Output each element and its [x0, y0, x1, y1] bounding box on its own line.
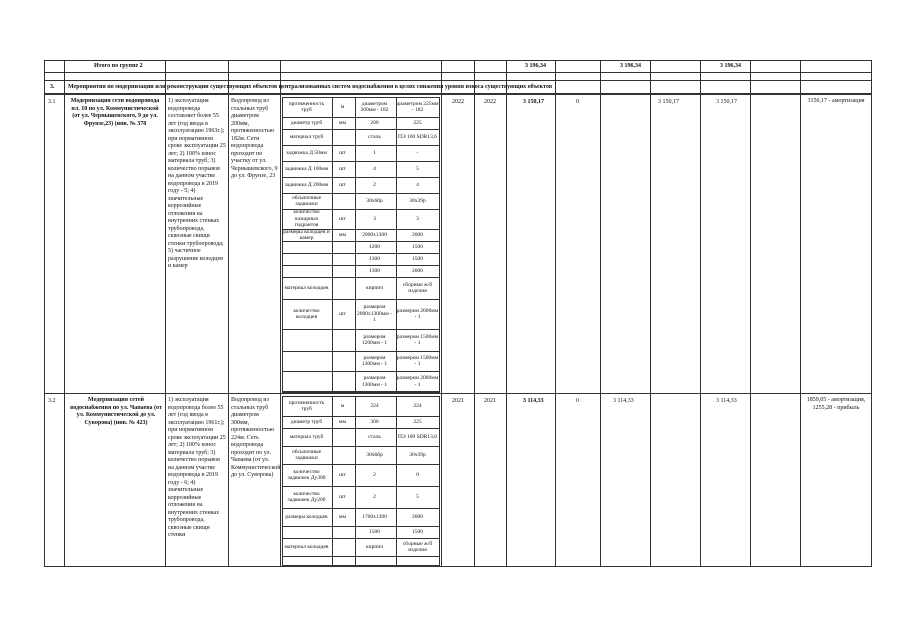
param-row-divider [282, 392, 440, 393]
param-unit [332, 538, 353, 556]
param-name: задвижка Д 100мм [284, 165, 329, 172]
param-name: количество колодцев [293, 307, 320, 320]
param-before: 2 [373, 493, 376, 500]
param-before: 30х6бр [366, 197, 383, 204]
param-after: диаметром 225мм - 182 [396, 100, 439, 113]
param-after: 1500 [412, 243, 423, 250]
param-before: сталь [368, 433, 381, 440]
param-before: 224 [370, 402, 379, 409]
param-before: 300 [370, 418, 379, 425]
param-name [283, 329, 330, 351]
param-unit [332, 277, 353, 299]
param-before: сталь [368, 133, 381, 140]
param-after: 1500 [412, 255, 423, 262]
funding-source: 3150,17 - амортизация [807, 98, 865, 104]
param-after: 2000 [412, 267, 423, 274]
param-before: диаметром 200мм - 182 [360, 100, 389, 113]
project-reason: 1) эксплуатация водопровода более 55 лет (год ввода в эксплуатацию 1961г.); при нормативном сроке эксплуатации 25 лет; 2) 100% износ материала труб; 3) количество порывов на данном участке водопровода в 2019 году - 6; 4) значительные коррозийные отложения на внутренних стенках трубопровода, сквозные свищи стенки [168, 397, 226, 538]
param-after: размером 1500мм - 1 [396, 354, 439, 367]
param-name: размеры колодцев [285, 513, 328, 520]
param-before: 2 [373, 181, 376, 188]
param-unit [332, 526, 353, 538]
row-number: 3.2 [48, 398, 56, 404]
row-divider [44, 60, 872, 61]
param-unit [332, 446, 353, 464]
param-after: 4 [416, 181, 419, 188]
param-before: кирпич [365, 543, 384, 550]
param-unit: мм [339, 418, 346, 425]
col-divider [750, 60, 751, 566]
param-before: 1300 [369, 267, 380, 274]
param-name [283, 253, 330, 265]
col-divider [506, 60, 507, 566]
param-after: 2000 [412, 513, 423, 520]
section-number: 3. [50, 84, 55, 90]
param-after: 3 [416, 215, 419, 222]
param-name: материал труб [289, 433, 324, 440]
param-before: 30ч6бр [366, 451, 383, 458]
param-name: материал колодцев [284, 284, 329, 291]
param-unit: шт [339, 310, 346, 317]
col-divider [165, 60, 166, 566]
param-after: сборные ж/б изделия [402, 281, 433, 294]
param-name: количество задвижек Ду300 [287, 468, 326, 481]
param-unit: шт [339, 215, 346, 222]
param-name [283, 351, 330, 371]
col-divider [441, 60, 442, 566]
year-start: 2022 [452, 99, 464, 105]
param-before: размером 1200мм - 1 [361, 333, 388, 346]
project-name: Модернизация сетей водоснабжения по ул. Чапаева (от ул. Коммунистической до ул. Суворова) (инв. № 423) [70, 397, 162, 426]
param-before: кирпич [365, 284, 384, 291]
param-before: 4 [373, 165, 376, 172]
param-name: материал колодцев [284, 543, 329, 550]
zero-value: 0 [576, 398, 579, 404]
group-total-value: 3 196,34 [525, 63, 546, 69]
col-divider [64, 60, 65, 566]
param-before: размером 1300мм - 1 [361, 354, 388, 367]
col-divider [800, 60, 801, 566]
project-name: Модернизация сети водопровода пл. 10 по ул. Коммунистической (от ул. Чернышевского, 9 до ул. Фрунзе,23) (инв. № 378 [70, 98, 160, 127]
param-after: 1500 [412, 528, 423, 535]
year-end: 2022 [484, 99, 496, 105]
param-unit [332, 253, 353, 265]
param-after: 225 [413, 119, 422, 126]
param-after: 30х39р [409, 197, 426, 204]
param-unit: шт [339, 181, 346, 188]
param-unit [332, 129, 353, 145]
group-total-value: 3 196,34 [720, 63, 741, 69]
param-unit: м [340, 402, 345, 409]
col-divider [555, 60, 556, 566]
param-unit [332, 329, 353, 351]
param-name: протяженность труб [288, 399, 325, 412]
param-name [283, 241, 330, 253]
row-divider [44, 80, 872, 81]
param-after: 225 [413, 418, 422, 425]
param-unit [332, 193, 353, 209]
cost-value: 3 114,33 [523, 398, 544, 404]
row-divider [44, 72, 872, 73]
col-divider [228, 60, 229, 566]
row-divider [44, 393, 872, 394]
row-divider [44, 94, 872, 95]
param-name: задвижка Д 200мм [284, 181, 329, 188]
param-before: 3 [373, 215, 376, 222]
param-after: - [416, 149, 419, 156]
col-divider [474, 60, 475, 566]
param-after: ПЭ 100 SDR13,6 [398, 133, 437, 140]
param-unit [332, 428, 353, 446]
param-name: материал труб [289, 133, 324, 140]
param-after: размером 1500мм - 1 [396, 333, 439, 346]
param-unit [332, 241, 353, 253]
param-unit: шт [339, 493, 346, 500]
param-before: 1500 [369, 528, 380, 535]
param-after: размером 2000мм - 1 [396, 375, 439, 388]
table-border-left [44, 60, 45, 566]
col-divider [650, 60, 651, 566]
param-name [283, 265, 330, 277]
param-after: 30ч39р [409, 451, 426, 458]
cost-value: 3 114,33 [613, 398, 634, 404]
param-unit: шт [339, 165, 346, 172]
param-before: размером 2000х1300мм - 1 [357, 304, 392, 324]
param-unit: шт [339, 149, 346, 156]
param-before: размером 1300мм - 1 [361, 375, 388, 388]
cost-value: 3 150,17 [716, 99, 737, 105]
param-name: размеры колодцев и камер [283, 228, 330, 241]
param-unit: м [340, 103, 345, 110]
param-unit [332, 351, 353, 371]
section-title: Мероприятия по модернизации или реконструкции существующих объектов централизованных систем водоснабжения в целях снижения уровня износа существующих объектов [68, 84, 553, 90]
funding-source: 1859,05 - амортизация, 1255,28 - прибыль [806, 397, 866, 411]
param-after: 0 [416, 471, 419, 478]
param-name: обсыпочные задвижки [291, 448, 322, 461]
year-end: 2021 [484, 398, 496, 404]
param-name: количество пожарных гидрантов [293, 209, 320, 229]
param-name: диаметр труб [290, 418, 323, 425]
param-after: сборные ж/б изделия [402, 540, 433, 553]
project-location: Водопровод из стальных труб диаметром 200мм, протяженностью 182м. Сети водопровода проходит по участку от ул. Чернышевского, 9 до ул. Фрунзе, 23 [231, 98, 278, 179]
param-before: 2 [373, 471, 376, 478]
row-divider [44, 566, 872, 567]
param-name: задвижка Д 50мм [286, 149, 327, 156]
param-unit: мм [339, 119, 346, 126]
project-location: Водопровод из стальных труб диаметром 300мм, протяженностью 224м. Сеть водопровода проходит по ул. Чапаева (от ул. Коммунистической до ул. Суворова) [231, 397, 281, 478]
param-unit: шт [339, 471, 346, 478]
param-after: 5 [416, 165, 419, 172]
col-divider [280, 60, 281, 566]
param-after: размером 2000мм - 1 [396, 307, 439, 320]
param-name: протяженность труб [288, 100, 325, 113]
param-unit [332, 371, 353, 392]
param-name: обсыпочные задвижки [291, 194, 322, 207]
cost-value: 3 150,17 [658, 99, 679, 105]
cost-value: 3 150,17 [523, 99, 544, 105]
col-divider [600, 60, 601, 566]
zero-value: 0 [576, 99, 579, 105]
table-border-right [871, 60, 872, 566]
param-after: 224 [413, 402, 422, 409]
param-name: диаметр труб [290, 119, 323, 126]
param-before: 1700х1300 [362, 513, 387, 520]
param-unit [332, 265, 353, 277]
param-after: ПЭ 100 SDR13,6 [398, 433, 437, 440]
param-row-divider [282, 556, 440, 557]
col-divider [700, 60, 701, 566]
param-after: 2000 [412, 231, 423, 238]
param-name: количество задвижек Ду200 [287, 490, 326, 503]
param-before: 200 [370, 119, 379, 126]
param-name [283, 526, 330, 538]
row-number: 3.1 [48, 99, 56, 105]
group-total-value: 3 196,34 [620, 63, 641, 69]
cost-value: 3 114,33 [716, 398, 737, 404]
param-before: 1300 [369, 255, 380, 262]
param-unit: мм [339, 231, 346, 238]
param-after: 5 [416, 493, 419, 500]
param-before: 1 [373, 149, 376, 156]
year-start: 2021 [452, 398, 464, 404]
group-total-label: Итого по группе 2 [94, 63, 143, 69]
project-reason: 1) эксплуатация водопровода составляет более 55 лет (год ввода в эксплуатацию 1963г.); при нормативном сроке эксплуатации 25 лет; 2) 100% износ материала труб; 3) количество порывов на данном участке водопровода в 2019 году - 5; 4) значительные коррозийные отложения на внутренних стенках трубопровода, сквозные свищи стенки трубопровода; 5) частичное разрушение колодцев и камер [168, 98, 226, 269]
param-before: 2000х1300 [362, 231, 387, 238]
param-before: 1200 [369, 243, 380, 250]
param-unit: мм [339, 513, 346, 520]
param-name [283, 371, 330, 392]
